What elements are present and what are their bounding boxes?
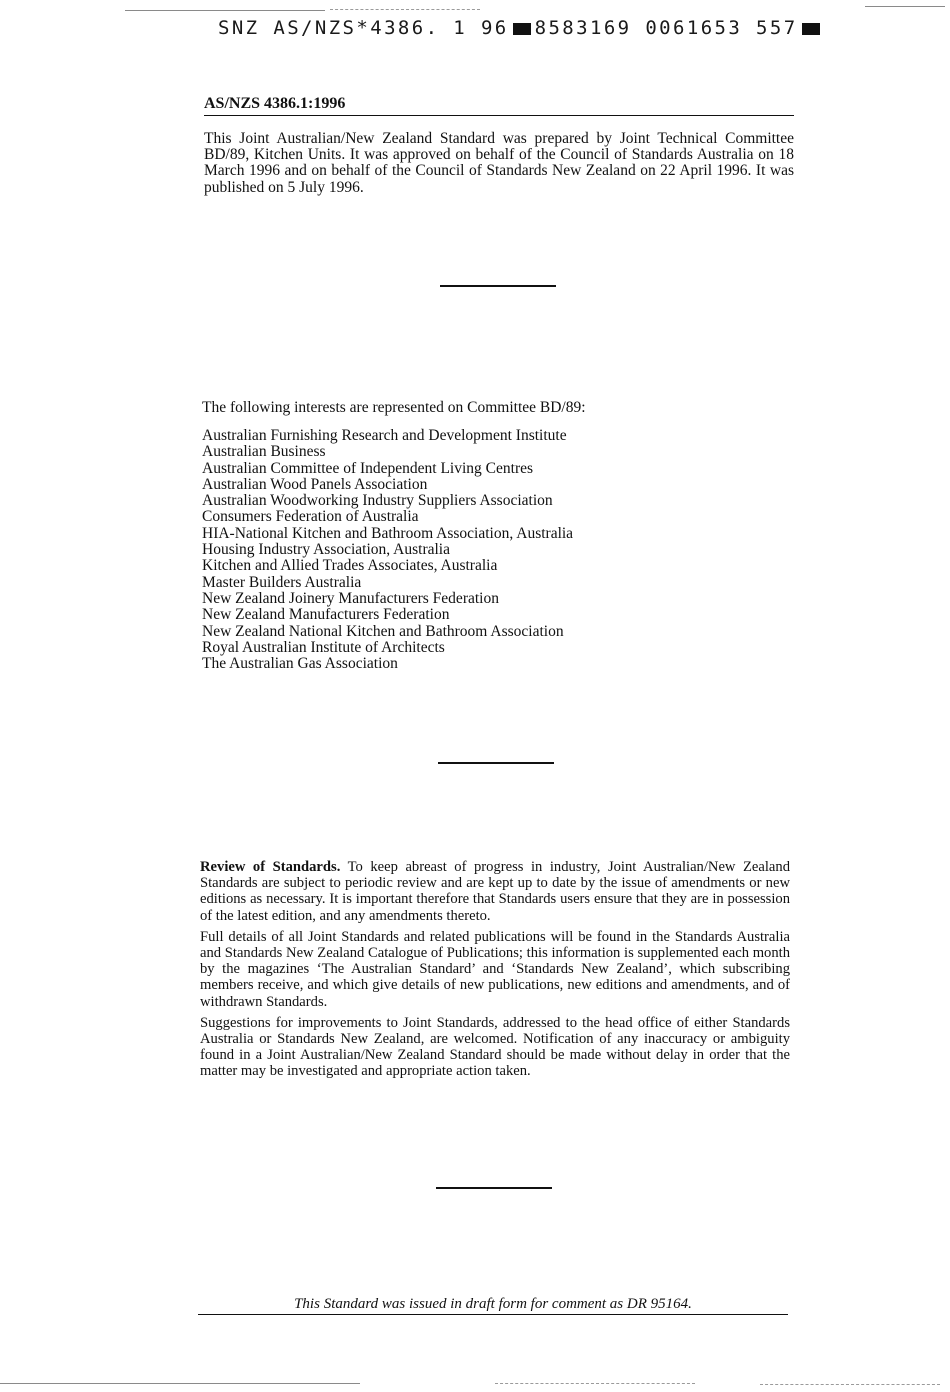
interest-item: New Zealand Joinery Manufacturers Federation [202,589,499,607]
standard-number: AS/NZS 4386.1:1996 [204,95,346,112]
block-mark-1 [513,23,531,35]
interest-item: New Zealand Manufacturers Federation [202,606,450,624]
review-paragraph-3: Suggestions for improvements to Joint Standards, addressed to the head office of either Standards Australia or Standards New Zealand, are welcomed. Notification of any inaccuracy or ambiguity found in a Joint Australian/New Zealand Standard should be made without delay in order that the matter may be investigated and appropriate action taken. [200,1014,790,1080]
interest-item: Australian Wood Panels Association [202,475,428,493]
review-paragraph-1-text: To keep abreast of progress in industry, Joint Australian/New Zealand Standards are subject to periodic review and are kept up to date by the issue of amendments or new editions as necessary. It is important therefore that Standards users ensure that they are in possession of the latest edition, and any amendments thereto. [200,859,790,924]
committee-heading: The following interests are represented on Committee BD/89: [202,399,586,416]
scan-line-top-mid [330,9,480,10]
interests-list [202,428,573,672]
separator-rule-3 [436,1187,552,1189]
standard-number-rule [204,115,794,116]
intro-paragraph: This Joint Australian/New Zealand Standard was prepared by Joint Technical Committee BD/89, Kitchen Units. It was approved on behalf of the Council of Standards Australia on 18 March 1996 and on behalf of the Council of Standards New Zealand on 22 April 1996. It was published on 5 July 1996. [204,130,794,196]
interest-item: Australian Business [202,443,326,461]
scan-line-bottom-left [0,1383,360,1384]
draft-note-rule [198,1314,788,1315]
scan-line-bottom-mid [495,1383,695,1384]
review-label: Review of Standards. [200,859,341,875]
separator-rule-1 [440,285,556,287]
review-paragraph-2: Full details of all Joint Standards and related publications will be found in the Standards Australia and Standards New Zealand Catalogue of Publications; this information is supplemented each month by the magazines ‘The Australian Standard’ and ‘Standards New Zealand’, which subscribing members receive, and which give details of new publications, new editions and amendments, and of withdrawn Standards. [200,928,790,1010]
block-mark-2 [802,23,820,35]
interest-item: Australian Committee of Independent Living Centres [202,459,534,477]
review-section [200,859,790,1085]
header-code-part2: 8583169 0061653 557 [534,17,798,39]
header-code-part1: SNZ AS/NZS*4386. 1 96 [218,17,509,39]
interest-item: Royal Australian Institute of Architects [202,638,445,656]
draft-note: This Standard was issued in draft form for comment as DR 95164. [294,1296,692,1312]
interest-item: HIA-National Kitchen and Bathroom Association, Australia [202,524,574,542]
scan-line-bottom-right [760,1384,940,1385]
interest-item: Housing Industry Association, Australia [202,541,450,559]
separator-rule-2 [438,762,554,764]
header-code [218,17,824,39]
scan-line-top-right [865,6,945,7]
interest-item: Master Builders Australia [202,573,362,591]
interest-item: Australian Woodworking Industry Suppliers Association [202,492,553,510]
scan-line-top-left [125,10,325,11]
review-paragraph-1 [200,859,790,924]
interest-item: Kitchen and Allied Trades Associates, Australia [202,557,498,575]
interest-item: Australian Furnishing Research and Development Institute [202,427,567,444]
interest-item: Consumers Federation of Australia [202,508,419,526]
interest-item: The Australian Gas Association [202,655,398,673]
interest-item: New Zealand National Kitchen and Bathroom Association [202,622,564,640]
